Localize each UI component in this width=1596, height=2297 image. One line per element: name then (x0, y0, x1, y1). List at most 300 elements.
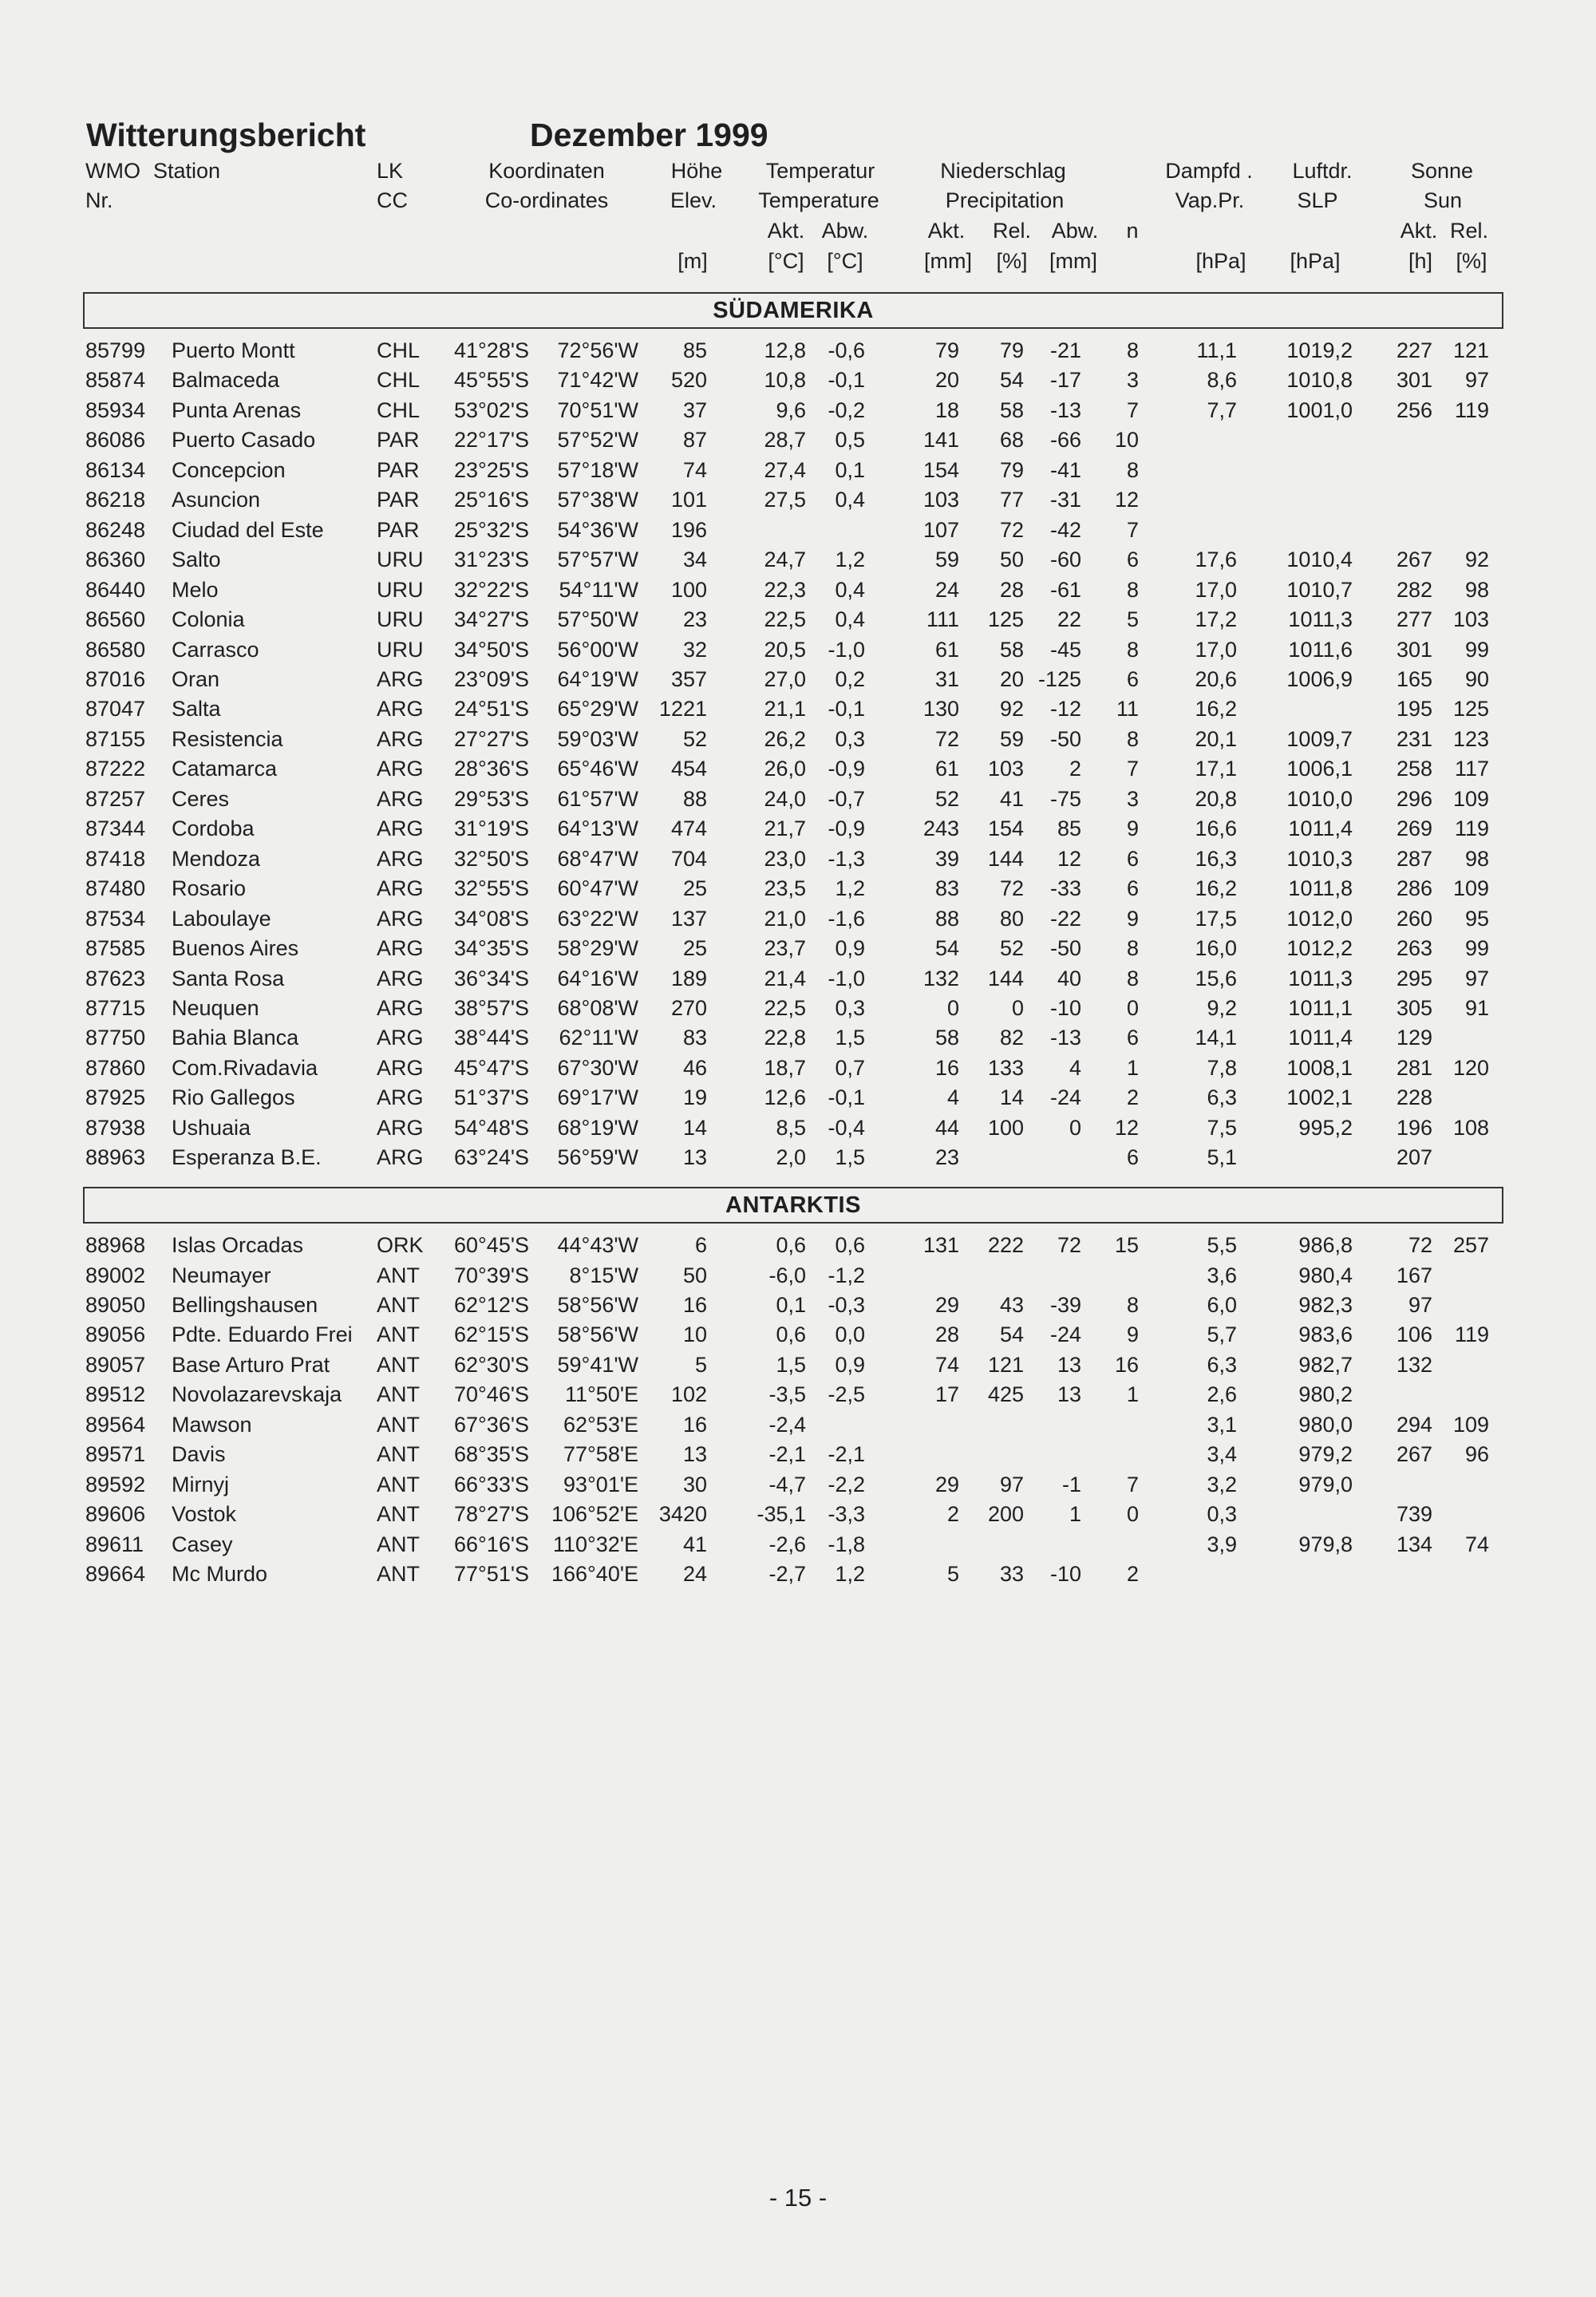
cell-elevation: 16 (682, 1292, 707, 1317)
header-dampfd-unit: [hPa] (1195, 249, 1246, 273)
cell-temp-akt: 27,0 (764, 667, 806, 691)
cell-temp-abw: 0,4 (835, 577, 865, 602)
cell-latitude: 22°17'S (453, 428, 529, 453)
cell-station-name: Punta Arenas (172, 397, 302, 422)
cell-vapour-pressure: 17,0 (1195, 637, 1237, 662)
cell-country-code: ARG (377, 995, 424, 1020)
cell-prec-rel: 58 (999, 637, 1024, 662)
cell-temp-akt: 20,5 (764, 637, 806, 662)
cell-prec-abw: -12 (1049, 697, 1081, 722)
cell-sun-rel: 120 (1452, 1055, 1489, 1080)
cell-temp-akt: 0,6 (776, 1322, 806, 1347)
cell-prec-akt: 54 (934, 936, 959, 960)
cell-latitude: 38°44'S (453, 1026, 529, 1050)
cell-prec-abw: -21 (1049, 338, 1081, 362)
cell-station-name: Oran (172, 667, 220, 691)
cell-prec-rel: 425 (987, 1382, 1024, 1407)
cell-latitude: 41°28'S (453, 338, 529, 362)
cell-prec-days: 8 (1126, 457, 1139, 482)
cell-latitude: 32°55'S (453, 876, 529, 901)
cell-sea-level-pressure: 1010,8 (1286, 368, 1353, 393)
cell-sun-rel: 119 (1454, 397, 1489, 422)
cell-longitude: 56°00'W (557, 637, 638, 662)
cell-elevation: 189 (670, 966, 707, 990)
cell-sea-level-pressure: 980,4 (1298, 1263, 1353, 1287)
cell-longitude: 64°13'W (557, 816, 638, 841)
header-wmo: WMO (85, 159, 140, 183)
cell-vapour-pressure: 3,1 (1207, 1412, 1237, 1437)
cell-temp-abw: -1,3 (828, 846, 865, 871)
header-hoehe: Höhe (670, 159, 723, 183)
cell-prec-abw: -42 (1049, 517, 1081, 542)
cell-station-name: Puerto Montt (172, 338, 295, 362)
cell-latitude: 53°02'S (453, 397, 529, 422)
cell-latitude: 29°53'S (453, 786, 529, 811)
header-coordinates: Co-ordinates (484, 188, 609, 212)
cell-sea-level-pressure: 1006,1 (1286, 757, 1353, 781)
cell-elevation: 34 (682, 548, 707, 572)
cell-elevation: 1221 (658, 697, 707, 722)
cell-prec-abw: -24 (1049, 1322, 1081, 1347)
cell-latitude: 62°12'S (453, 1292, 529, 1317)
cell-temp-abw: 0,7 (835, 1055, 865, 1080)
cell-latitude: 34°50'S (453, 637, 529, 662)
cell-prec-days: 6 (1126, 548, 1139, 572)
cell-temp-akt: 12,8 (764, 338, 806, 362)
cell-sea-level-pressure: 1001,0 (1286, 397, 1353, 422)
cell-vapour-pressure: 16,2 (1195, 697, 1237, 722)
cell-elevation: 454 (670, 757, 707, 781)
cell-sun-akt: 301 (1396, 637, 1432, 662)
cell-prec-days: 8 (1126, 637, 1139, 662)
cell-prec-days: 12 (1114, 1115, 1139, 1140)
cell-prec-abw: -61 (1049, 577, 1081, 602)
cell-sun-rel: 119 (1454, 816, 1489, 841)
cell-latitude: 38°57'S (453, 995, 529, 1020)
cell-temp-abw: 0,9 (835, 1352, 865, 1377)
cell-prec-days: 2 (1126, 1562, 1139, 1586)
cell-sun-rel: 92 (1464, 548, 1489, 572)
cell-elevation: 100 (670, 577, 707, 602)
cell-country-code: ANT (377, 1263, 420, 1287)
header-prec-n: n (1126, 219, 1139, 243)
cell-country-code: ARG (377, 1145, 424, 1170)
cell-latitude: 70°39'S (453, 1263, 529, 1287)
cell-prec-abw: -13 (1049, 397, 1081, 422)
cell-prec-akt: 72 (934, 726, 959, 751)
cell-wmo-nr: 89592 (85, 1472, 146, 1496)
cell-longitude: 57°18'W (557, 457, 638, 482)
cell-station-name: Mawson (172, 1412, 252, 1437)
cell-sea-level-pressure: 979,8 (1298, 1532, 1353, 1556)
cell-elevation: 24 (682, 1562, 707, 1586)
cell-temp-akt: -3,5 (768, 1382, 806, 1407)
cell-sun-akt: 295 (1396, 966, 1432, 990)
cell-station-name: Davis (172, 1442, 226, 1467)
cell-vapour-pressure: 20,8 (1195, 786, 1237, 811)
cell-country-code: ARG (377, 1085, 424, 1110)
cell-longitude: 69°17'W (557, 1085, 638, 1110)
cell-station-name: Islas Orcadas (172, 1233, 304, 1257)
cell-wmo-nr: 87585 (85, 936, 146, 960)
cell-prec-abw: 2 (1069, 757, 1081, 781)
cell-vapour-pressure: 3,2 (1207, 1472, 1237, 1496)
cell-sun-rel: 119 (1454, 1322, 1489, 1347)
cell-latitude: 51°37'S (453, 1085, 529, 1110)
cell-sun-akt: 296 (1396, 786, 1432, 811)
cell-longitude: 64°19'W (557, 667, 638, 691)
cell-elevation: 520 (670, 368, 707, 393)
cell-sun-akt: 739 (1396, 1502, 1432, 1526)
cell-prec-akt: 79 (934, 338, 959, 362)
header-koordinaten: Koordinaten (488, 159, 605, 183)
cell-wmo-nr: 87623 (85, 966, 146, 990)
cell-prec-rel: 92 (999, 697, 1024, 722)
cell-sea-level-pressure: 982,3 (1298, 1292, 1353, 1317)
header-prec-akt: Akt. (927, 219, 966, 243)
cell-prec-rel: 80 (999, 906, 1024, 931)
cell-prec-rel: 68 (999, 428, 1024, 453)
cell-prec-abw: 0 (1069, 1115, 1081, 1140)
cell-wmo-nr: 85874 (85, 368, 146, 393)
cell-prec-rel: 58 (999, 397, 1024, 422)
cell-latitude: 45°47'S (453, 1055, 529, 1080)
cell-prec-days: 6 (1126, 667, 1139, 691)
cell-prec-rel: 14 (999, 1085, 1024, 1110)
cell-prec-abw: -66 (1049, 428, 1081, 453)
cell-temp-akt: 21,4 (764, 966, 806, 990)
cell-station-name: Novolazarevskaja (172, 1382, 342, 1407)
cell-latitude: 68°35'S (453, 1442, 529, 1467)
cell-station-name: Rio Gallegos (172, 1085, 295, 1110)
cell-wmo-nr: 87155 (85, 726, 146, 751)
cell-prec-akt: 18 (934, 397, 959, 422)
cell-sea-level-pressure: 1011,3 (1288, 966, 1353, 990)
cell-latitude: 60°45'S (453, 1233, 529, 1257)
cell-prec-days: 6 (1126, 1145, 1139, 1170)
cell-temp-akt: -4,7 (768, 1472, 806, 1496)
cell-longitude: 61°57'W (557, 786, 638, 811)
header-temperature: Temperature (758, 188, 879, 212)
cell-station-name: Esperanza B.E. (172, 1145, 322, 1170)
cell-sun-rel: 257 (1452, 1233, 1489, 1257)
cell-prec-abw: -22 (1049, 906, 1081, 931)
cell-temp-abw: -2,1 (828, 1442, 865, 1467)
cell-prec-akt: 5 (946, 1562, 959, 1586)
cell-vapour-pressure: 8,6 (1207, 368, 1237, 393)
cell-prec-akt: 16 (934, 1055, 959, 1080)
cell-wmo-nr: 89002 (85, 1263, 146, 1287)
cell-sea-level-pressure: 980,2 (1298, 1382, 1353, 1407)
cell-wmo-nr: 87860 (85, 1055, 146, 1080)
cell-temp-abw: -0,6 (828, 338, 865, 362)
cell-temp-akt: 0,6 (776, 1233, 806, 1257)
header-precipitation: Precipitation (945, 188, 1065, 212)
cell-vapour-pressure: 17,6 (1195, 548, 1237, 572)
cell-vapour-pressure: 0,3 (1207, 1502, 1237, 1526)
cell-prec-abw: 22 (1057, 607, 1081, 631)
cell-wmo-nr: 87925 (85, 1085, 146, 1110)
cell-latitude: 28°36'S (453, 757, 529, 781)
cell-prec-akt: 107 (922, 517, 959, 542)
cell-temp-abw: 0,3 (835, 995, 865, 1020)
cell-longitude: 65°29'W (557, 697, 638, 722)
cell-temp-abw: -0,1 (828, 697, 865, 722)
cell-prec-rel: 28 (999, 577, 1024, 602)
cell-temp-akt: -2,7 (768, 1562, 806, 1586)
cell-temp-akt: 26,0 (764, 757, 806, 781)
cell-wmo-nr: 85799 (85, 338, 146, 362)
cell-prec-abw: -13 (1049, 1026, 1081, 1050)
cell-sun-rel: 91 (1464, 995, 1489, 1020)
cell-temp-akt: 22,8 (764, 1026, 806, 1050)
cell-prec-days: 0 (1126, 995, 1139, 1020)
header-sonne: Sonne (1410, 159, 1474, 183)
cell-vapour-pressure: 16,3 (1195, 846, 1237, 871)
cell-longitude: 54°11'W (559, 577, 638, 602)
cell-prec-days: 3 (1126, 786, 1139, 811)
cell-longitude: 67°30'W (557, 1055, 638, 1080)
cell-elevation: 87 (682, 428, 707, 453)
cell-temp-abw: -3,3 (828, 1502, 865, 1526)
cell-latitude: 31°19'S (453, 816, 529, 841)
cell-temp-abw: -0,2 (828, 397, 865, 422)
cell-station-name: Concepcion (172, 457, 286, 482)
cell-station-name: Asuncion (172, 488, 261, 512)
cell-temp-akt: 10,8 (764, 368, 806, 393)
cell-temp-akt: 27,4 (764, 457, 806, 482)
cell-sun-akt: 132 (1396, 1352, 1432, 1377)
cell-elevation: 16 (682, 1412, 707, 1437)
cell-prec-akt: 23 (934, 1145, 959, 1170)
cell-country-code: ARG (377, 906, 424, 931)
cell-temp-abw: 1,2 (835, 548, 865, 572)
header-niederschlag: Niederschlag (940, 159, 1066, 183)
cell-wmo-nr: 89564 (85, 1412, 146, 1437)
cell-temp-abw: 0,2 (835, 667, 865, 691)
cell-temp-akt: 23,7 (764, 936, 806, 960)
cell-sun-rel: 97 (1464, 368, 1489, 393)
cell-station-name: Mendoza (172, 846, 261, 871)
cell-country-code: ARG (377, 1115, 424, 1140)
cell-temp-abw: -1,6 (828, 906, 865, 931)
cell-station-name: Mc Murdo (172, 1562, 268, 1586)
cell-temp-abw: 0,9 (835, 936, 865, 960)
cell-longitude: 11°50'E (564, 1382, 638, 1407)
cell-longitude: 58°56'W (557, 1292, 638, 1317)
cell-sea-level-pressure: 1010,4 (1286, 548, 1353, 572)
cell-station-name: Buenos Aires (172, 936, 299, 960)
cell-sun-akt: 260 (1396, 906, 1432, 931)
cell-prec-days: 12 (1114, 488, 1139, 512)
cell-wmo-nr: 86134 (85, 457, 146, 482)
cell-prec-days: 7 (1126, 517, 1139, 542)
cell-prec-days: 1 (1126, 1055, 1139, 1080)
cell-latitude: 66°16'S (453, 1532, 529, 1556)
cell-country-code: CHL (377, 368, 421, 393)
cell-prec-days: 8 (1126, 577, 1139, 602)
cell-country-code: ORK (377, 1233, 424, 1257)
cell-sea-level-pressure: 1011,6 (1288, 637, 1353, 662)
cell-latitude: 77°51'S (453, 1562, 529, 1586)
cell-temp-abw: -0,1 (828, 368, 865, 393)
cell-station-name: Puerto Casado (172, 428, 316, 453)
header-lk: LK (377, 159, 404, 183)
cell-latitude: 45°55'S (453, 368, 529, 393)
cell-prec-days: 9 (1126, 906, 1139, 931)
cell-temp-akt: 21,7 (764, 816, 806, 841)
cell-prec-rel: 20 (999, 667, 1024, 691)
cell-prec-days: 9 (1126, 816, 1139, 841)
cell-prec-akt: 88 (934, 906, 959, 931)
cell-station-name: Pdte. Eduardo Frei (172, 1322, 353, 1347)
cell-sun-akt: 281 (1396, 1055, 1432, 1080)
cell-prec-rel: 144 (987, 966, 1024, 990)
cell-prec-akt: 61 (934, 757, 959, 781)
cell-prec-akt: 29 (934, 1292, 959, 1317)
cell-vapour-pressure: 20,6 (1195, 667, 1237, 691)
cell-sun-rel: 117 (1454, 757, 1489, 781)
cell-prec-days: 10 (1114, 428, 1139, 453)
cell-temp-akt: -2,6 (768, 1532, 806, 1556)
cell-vapour-pressure: 3,6 (1207, 1263, 1237, 1287)
cell-sun-akt: 269 (1396, 816, 1432, 841)
cell-country-code: PAR (377, 428, 420, 453)
header-luftdr-unit: [hPa] (1290, 249, 1341, 273)
cell-station-name: Salta (172, 697, 221, 722)
cell-elevation: 474 (670, 816, 707, 841)
cell-temp-akt: 12,6 (764, 1085, 806, 1110)
header-vappr: Vap.Pr. (1175, 188, 1245, 212)
cell-prec-days: 8 (1126, 1292, 1139, 1317)
cell-elevation: 30 (682, 1472, 707, 1496)
cell-sun-rel: 90 (1464, 667, 1489, 691)
section-box-suedamerika: SÜDAMERIKA (83, 292, 1503, 329)
cell-prec-days: 0 (1126, 1502, 1139, 1526)
cell-wmo-nr: 89056 (85, 1322, 146, 1347)
cell-latitude: 54°48'S (453, 1115, 529, 1140)
cell-prec-days: 9 (1126, 1322, 1139, 1347)
cell-longitude: 57°38'W (557, 488, 638, 512)
cell-station-name: Santa Rosa (172, 966, 285, 990)
header-sun-akt: Akt. (1400, 219, 1438, 243)
cell-wmo-nr: 88968 (85, 1233, 146, 1257)
cell-prec-abw: -33 (1049, 876, 1081, 901)
cell-prec-rel: 82 (999, 1026, 1024, 1050)
cell-station-name: Catamarca (172, 757, 278, 781)
cell-station-name: Ceres (172, 786, 230, 811)
cell-sun-rel: 99 (1464, 637, 1489, 662)
cell-elevation: 196 (670, 517, 707, 542)
cell-station-name: Ushuaia (172, 1115, 251, 1140)
header-sun: Sun (1423, 188, 1463, 212)
cell-prec-abw: -17 (1049, 368, 1081, 393)
cell-sea-level-pressure: 1019,2 (1286, 338, 1353, 362)
cell-temp-abw: -1,2 (828, 1263, 865, 1287)
cell-country-code: ARG (377, 757, 424, 781)
cell-sea-level-pressure: 980,0 (1298, 1412, 1353, 1437)
cell-prec-rel: 72 (999, 517, 1024, 542)
cell-temp-akt: -6,0 (768, 1263, 806, 1287)
cell-sea-level-pressure: 1011,4 (1288, 1026, 1353, 1050)
cell-prec-akt: 52 (934, 786, 959, 811)
cell-prec-abw: 40 (1057, 966, 1081, 990)
cell-prec-akt: 2 (946, 1502, 959, 1526)
cell-wmo-nr: 89664 (85, 1562, 146, 1586)
cell-wmo-nr: 86086 (85, 428, 146, 453)
cell-temp-akt: 21,1 (764, 697, 806, 722)
cell-longitude: 59°41'W (557, 1352, 638, 1377)
cell-prec-rel: 59 (999, 726, 1024, 751)
cell-prec-days: 6 (1126, 876, 1139, 901)
report-period: Dezember 1999 (530, 117, 768, 153)
cell-country-code: ARG (377, 816, 424, 841)
cell-vapour-pressure: 5,1 (1207, 1145, 1237, 1170)
cell-latitude: 66°33'S (453, 1472, 529, 1496)
cell-vapour-pressure: 16,0 (1195, 936, 1237, 960)
header-temp-abw: Abw. (821, 219, 869, 243)
cell-prec-akt: 103 (922, 488, 959, 512)
cell-prec-rel: 54 (999, 368, 1024, 393)
cell-station-name: Com.Rivadavia (172, 1055, 318, 1080)
cell-latitude: 23°09'S (453, 667, 529, 691)
cell-sun-rel: 95 (1464, 906, 1489, 931)
cell-prec-abw: -1 (1061, 1472, 1081, 1496)
cell-sun-rel: 108 (1452, 1115, 1489, 1140)
cell-prec-abw: 13 (1057, 1352, 1081, 1377)
cell-prec-akt: 28 (934, 1322, 959, 1347)
cell-longitude: 93°01'E (563, 1472, 638, 1496)
cell-latitude: 36°34'S (453, 966, 529, 990)
cell-station-name: Colonia (172, 607, 245, 631)
header-nr: Nr. (85, 188, 113, 212)
cell-elevation: 52 (682, 726, 707, 751)
cell-temp-akt: 21,0 (764, 906, 806, 931)
cell-sea-level-pressure: 1002,1 (1286, 1085, 1353, 1110)
cell-sun-rel: 96 (1464, 1442, 1489, 1467)
cell-longitude: 77°58'E (563, 1442, 638, 1467)
page-number: - 15 - (768, 2184, 828, 2212)
cell-prec-abw: -50 (1049, 936, 1081, 960)
cell-prec-days: 11 (1116, 697, 1139, 722)
cell-prec-akt: 58 (934, 1026, 959, 1050)
cell-vapour-pressure: 17,1 (1195, 757, 1237, 781)
cell-longitude: 56°59'W (557, 1145, 638, 1170)
cell-country-code: ARG (377, 697, 424, 722)
cell-temp-abw: -2,5 (828, 1382, 865, 1407)
cell-temp-abw: -0,4 (828, 1115, 865, 1140)
cell-prec-rel: 52 (999, 936, 1024, 960)
cell-station-name: Bellingshausen (172, 1292, 318, 1317)
cell-temp-abw: 0,3 (835, 726, 865, 751)
cell-wmo-nr: 86248 (85, 517, 146, 542)
cell-prec-days: 8 (1126, 726, 1139, 751)
cell-temp-abw: -0,9 (828, 757, 865, 781)
cell-longitude: 59°03'W (557, 726, 638, 751)
cell-longitude: 57°52'W (557, 428, 638, 453)
cell-station-name: Bahia Blanca (172, 1026, 299, 1050)
cell-sun-akt: 258 (1396, 757, 1432, 781)
cell-prec-rel: 125 (987, 607, 1024, 631)
cell-temp-akt: 2,0 (776, 1145, 806, 1170)
cell-station-name: Balmaceda (172, 368, 280, 393)
cell-prec-akt: 74 (934, 1352, 959, 1377)
cell-country-code: CHL (377, 397, 421, 422)
cell-country-code: ARG (377, 726, 424, 751)
cell-country-code: ANT (377, 1382, 420, 1407)
cell-latitude: 23°25'S (453, 457, 529, 482)
cell-sea-level-pressure: 1012,0 (1286, 906, 1353, 931)
